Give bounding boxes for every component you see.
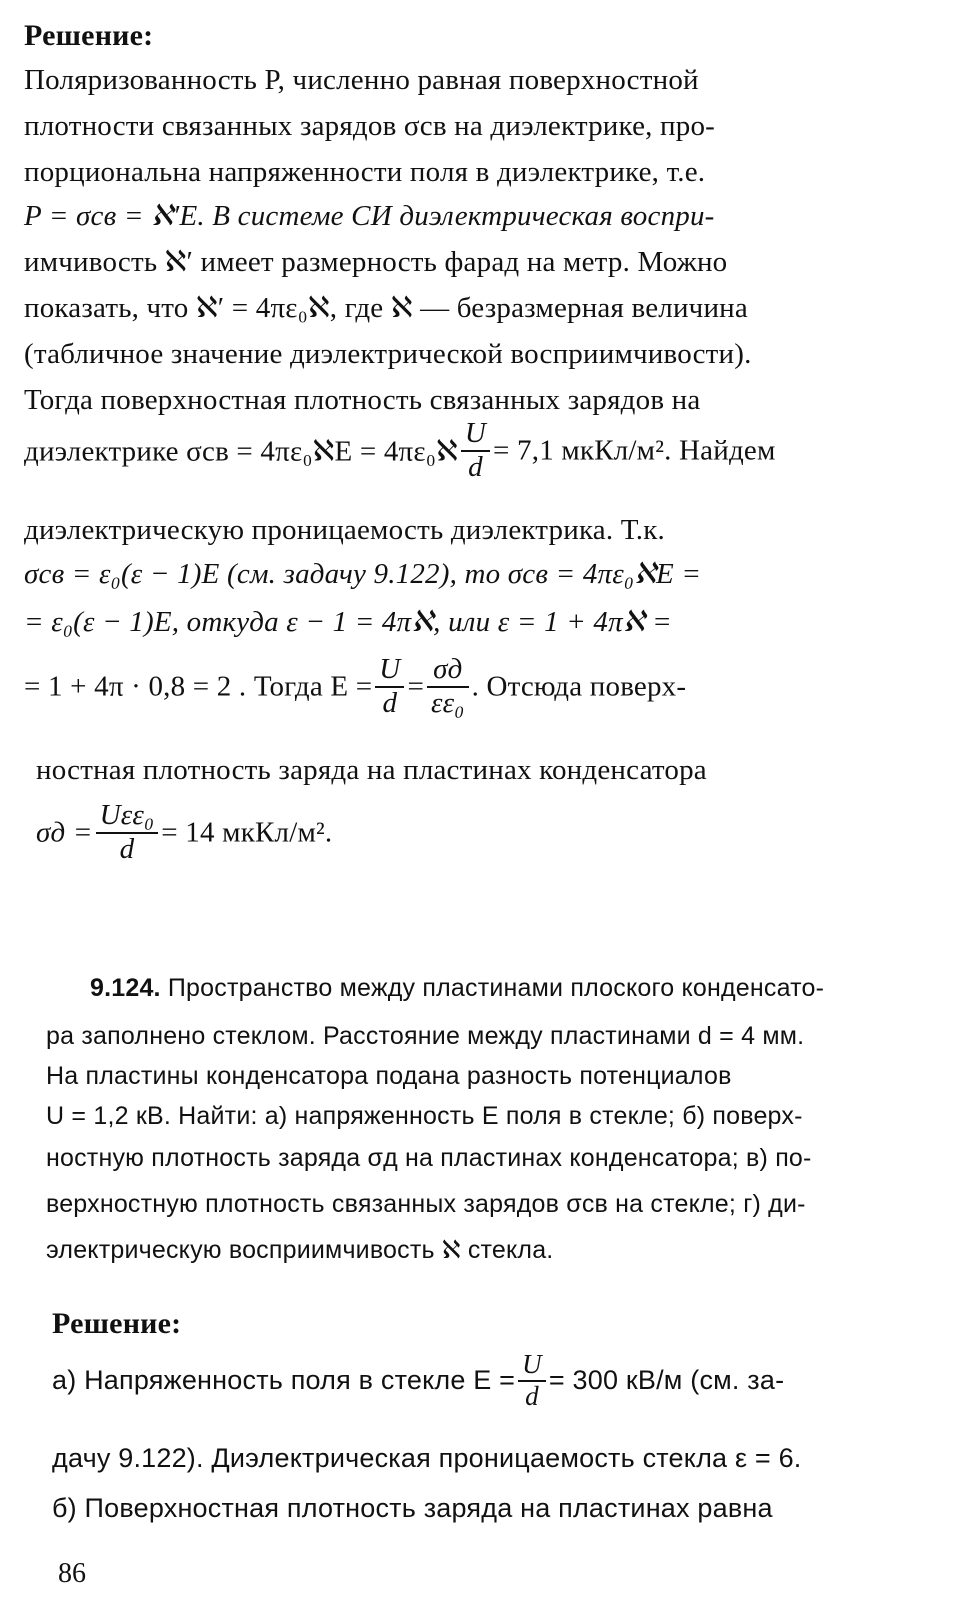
text-line: имчивость ℵ′ имеет размерность фарад на метр. Можно xyxy=(24,246,728,278)
formula-text: . Отсюда поверх- xyxy=(471,670,687,703)
fraction xyxy=(375,654,404,720)
fraction-numerator: U xyxy=(518,1350,546,1382)
fraction-denominator: εε₀ xyxy=(431,686,465,719)
text-line: Тогда поверхностная плотность связанных зарядов на xyxy=(24,384,701,416)
formula-line xyxy=(52,1350,784,1411)
fraction-numerator: U xyxy=(461,418,490,452)
formula-text: σд = xyxy=(36,816,93,849)
text-line: (табличное значение диэлектрической восприимчивости). xyxy=(24,338,752,370)
formula-text: = xyxy=(407,670,425,703)
text-line: б) Поверхностная плотность заряда на пластинах равна xyxy=(52,1493,773,1523)
text-line: P = σсв = ℵ′E. В системе СИ диэлектрическая воспри- xyxy=(24,200,715,232)
problem-number: 9.124. xyxy=(90,974,161,1002)
fraction xyxy=(96,800,159,866)
fraction xyxy=(518,1350,546,1411)
page-number: 86 xyxy=(58,1558,86,1589)
text-line: ностная плотность заряда на пластинах конденсатора xyxy=(36,754,707,786)
text-line: = ε₀(ε − 1)E, откуда ε − 1 = 4πℵ, или ε = 1 + 4πℵ = xyxy=(24,606,672,638)
fraction-denominator: d xyxy=(525,1380,539,1411)
text-line: Поляризованность P, численно равная поверхностной xyxy=(24,64,699,96)
fraction-denominator: d xyxy=(119,832,135,865)
text-line: показать, что ℵ′ = 4πε₀ℵ, где ℵ — безразмерная величина xyxy=(24,292,748,324)
text-line: σсв = ε₀(ε − 1)E (см. задачу 9.122), то σсв = 4πε₀ℵE = xyxy=(24,558,702,590)
fraction-numerator: U xyxy=(375,654,404,688)
text-line: U = 1,2 кВ. Найти: а) напряженность E поля в стекле; б) поверх- xyxy=(46,1102,803,1130)
formula-text: = 1 + 4π · 0,8 = 2 . Тогда E = xyxy=(24,670,373,703)
fraction-numerator: Uεε₀ xyxy=(96,800,159,834)
solution-heading: Решение: xyxy=(52,1307,182,1340)
fraction xyxy=(461,418,490,484)
formula-text: = 300 кВ/м (см. за- xyxy=(548,1365,785,1396)
formula-text: а) Напряженность поля в стекле E = xyxy=(52,1365,516,1396)
text-line: дачу 9.122). Диэлектрическая проницаемость стекла ε = 6. xyxy=(52,1443,802,1473)
problem-first-line xyxy=(90,970,824,1006)
formula-line xyxy=(36,800,332,866)
fraction-denominator: d xyxy=(382,686,398,719)
text-line: диэлектрическую проницаемость диэлектрика. Т.к. xyxy=(24,514,665,546)
text-line: плотности связанных зарядов σсв на диэлектрике, про- xyxy=(24,110,716,142)
problem-text: Пространство между пластинами плоского конденсато- xyxy=(167,974,825,1002)
fraction-numerator: σд xyxy=(427,654,469,688)
text-line: ностную плотность заряда σд на пластинах конденсатора; в) по- xyxy=(46,1144,812,1172)
formula-line xyxy=(24,654,686,720)
formula-text: = 14 мкКл/м². xyxy=(161,816,333,849)
solution-heading: Решение: xyxy=(24,19,154,52)
text-line: электрическую восприимчивость ℵ стекла. xyxy=(46,1236,554,1264)
fraction-denominator: d xyxy=(468,450,483,483)
fraction xyxy=(427,654,469,720)
text-line: порциональна напряженности поля в диэлектрике, т.е. xyxy=(24,156,706,188)
text-line: верхностную плотность связанных зарядов σсв на стекле; г) ди- xyxy=(46,1190,806,1218)
formula-text: = 7,1 мкКл/м². Найдем xyxy=(493,434,776,467)
formula-line xyxy=(24,418,776,484)
formula-text: диэлектрике σсв = 4πε₀ℵE = 4πε₀ℵ xyxy=(24,435,458,468)
text-line: ра заполнено стеклом. Расстояние между пластинами d = 4 мм. xyxy=(46,1022,805,1050)
text-line: На пластины конденсатора подана разность потенциалов xyxy=(46,1062,732,1090)
